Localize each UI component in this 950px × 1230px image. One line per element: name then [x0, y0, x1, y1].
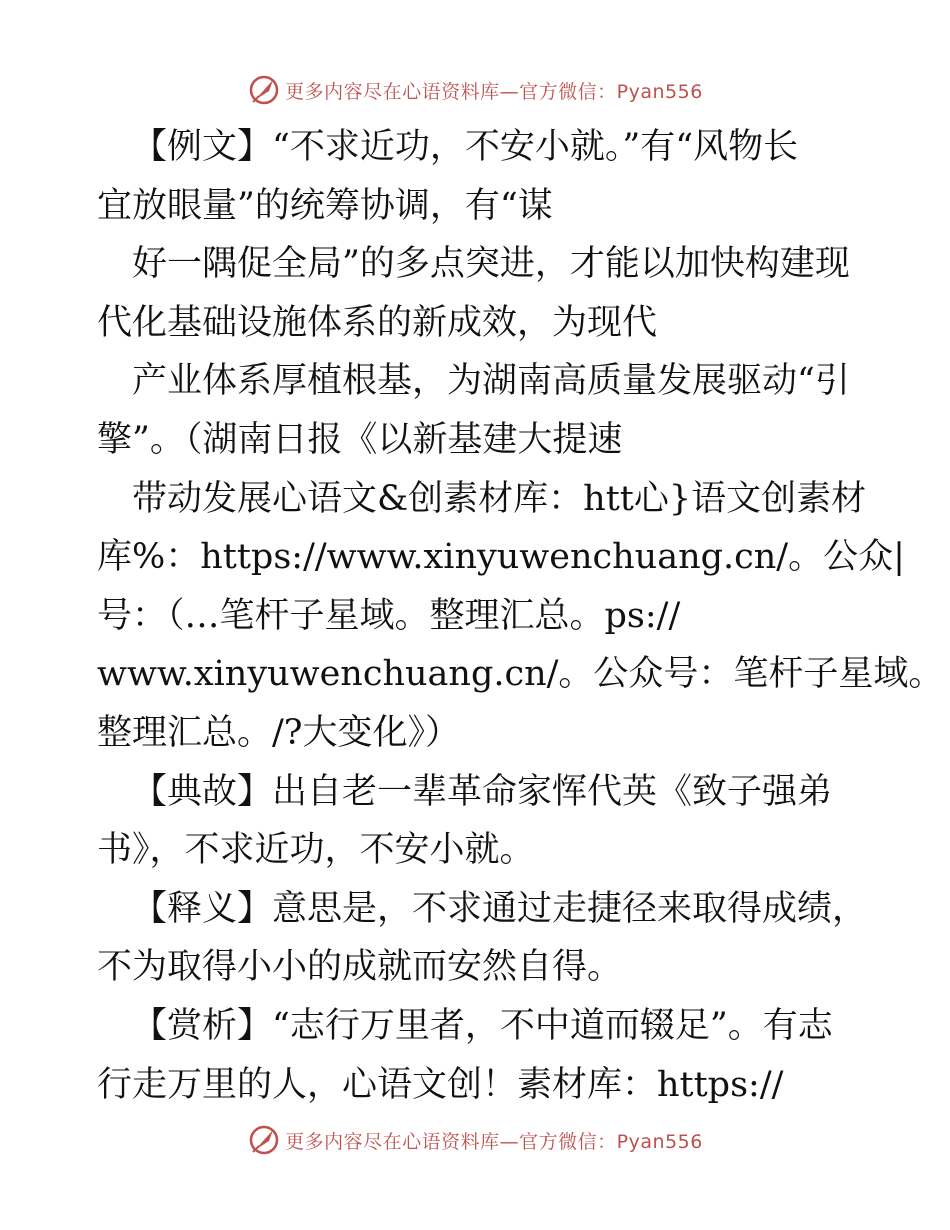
text-line: www.xinyuwenchuang.cn/。公众号：笔杆子星域。 [97, 654, 944, 695]
header-banner-text [285, 77, 703, 104]
footer-banner-contact: 官方微信：Pyan556 [519, 1130, 703, 1153]
header-banner-separator: — [499, 80, 520, 103]
header-banner-contact: 官方微信：Pyan556 [519, 80, 703, 103]
footer-banner-text [285, 1127, 703, 1154]
footer-banner-separator: — [499, 1130, 520, 1153]
text-line: 不为取得小小的成就而安然自得。 [97, 947, 623, 988]
text-line: 代化基础设施体系的新成效，为现代 [97, 302, 658, 343]
document-body [97, 118, 944, 1114]
text-line: 【赏析】“志行万里者，不中道而辍足”。有志 [132, 1005, 833, 1046]
header-banner-main: 更多内容尽在心语资料库 [285, 80, 500, 103]
text-line: 产业体系厚植根基，为湖南高质量发展驱动“引 [132, 361, 850, 402]
text-line: 【例文】“不求近功，不安小就。”有“风物长 [132, 127, 799, 167]
footer-banner [0, 1120, 950, 1160]
footer-banner-main: 更多内容尽在心语资料库 [285, 1130, 500, 1153]
text-line: 库%：https://www.xinyuwenchuang.cn/。公众| [97, 537, 905, 578]
text-line: 宜放眼量”的统筹协调，有“谋 [97, 185, 553, 226]
text-line: 【释义】意思是，不求通过走捷径来取得成绩， [132, 888, 868, 929]
quill-logo-icon [247, 1123, 281, 1157]
text-line: 号：（…笔杆子星域。整理汇总。ps:// [97, 595, 681, 636]
quill-logo-icon [247, 73, 281, 107]
text-line: 行走万里的人，心语文创！素材库：https:// [97, 1064, 784, 1105]
text-line: 带动发展心语文&创素材库：htt心}语文创素材 [132, 478, 867, 519]
text-line: 整理汇总。/?大变化》） [97, 712, 461, 753]
text-line: 书》，不求近功，不安小就。 [97, 830, 535, 871]
header-banner [0, 70, 950, 110]
text-line: 擎”。（湖南日报《以新基建大提速 [97, 419, 623, 460]
text-line: 【典故】出自老一辈革命家恽代英《致子强弟 [132, 771, 833, 812]
text-line: 好一隅促全局”的多点突进，才能以加快构建现 [132, 244, 850, 285]
